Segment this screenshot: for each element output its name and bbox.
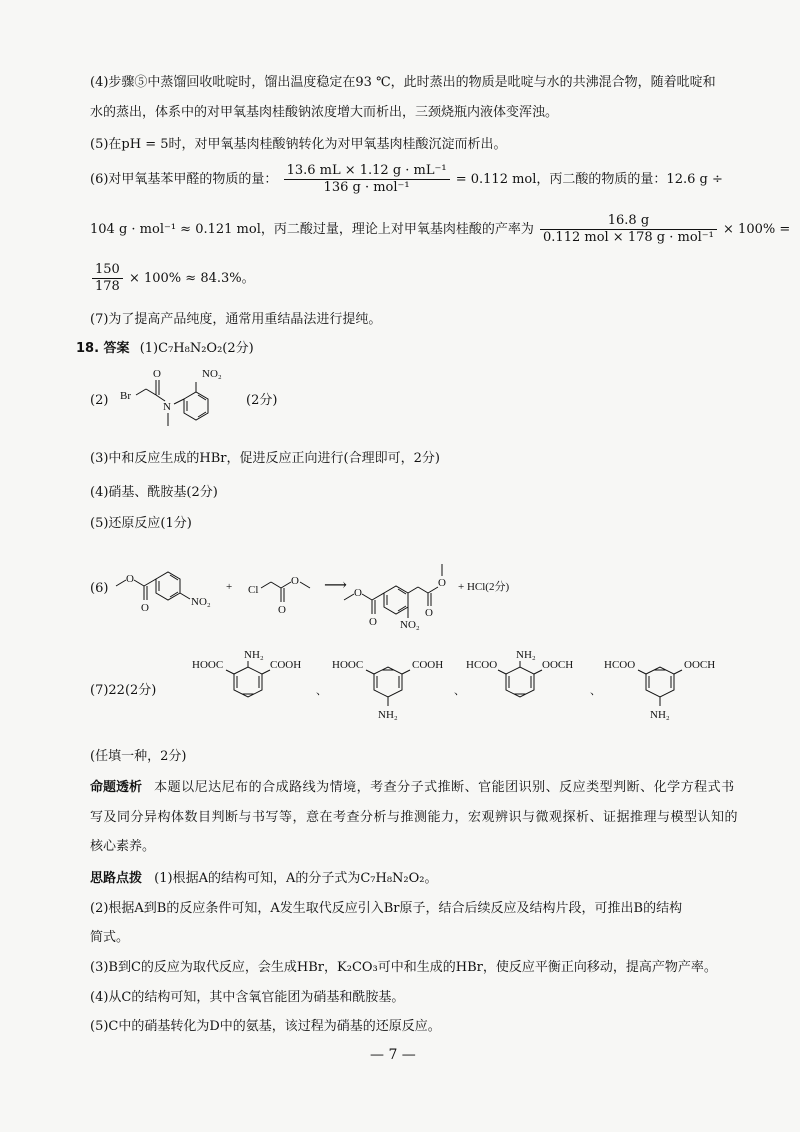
fraction-ratio bbox=[92, 262, 123, 295]
answer-6-line2 bbox=[90, 213, 790, 246]
group-hooc: HOOC bbox=[332, 659, 364, 671]
separator: 、 bbox=[316, 685, 327, 697]
separator: 、 bbox=[590, 685, 601, 697]
q18-2-label: (2) bbox=[90, 393, 109, 408]
answer-6-text-b: = 0.112 mol，丙二酸的物质的量：12.6 g ÷ bbox=[455, 172, 723, 187]
analysis-line1 bbox=[90, 779, 735, 797]
group-hcoo: HCOO bbox=[466, 659, 498, 671]
reaction-equation-diagram bbox=[112, 540, 532, 630]
group-no2: NO₂ bbox=[202, 368, 222, 380]
fraction-denominator: 178 bbox=[95, 279, 120, 294]
group-cooh: COOH bbox=[270, 659, 302, 671]
atom-o: O bbox=[438, 577, 446, 589]
group-nh2: NH₂ bbox=[244, 649, 264, 661]
analysis-text-1: 本题以尼达尼布的合成路线为情境，考查分子式推断、官能团识别、反应类型判断、化学方程式书 bbox=[154, 780, 735, 795]
q18-7-label: (7)22(2分) bbox=[90, 683, 157, 698]
analysis-line2: 写及同分异构体数目判断与书写等，意在考查分析与推测能力，宏观辨识与微观探析、证据推理与模型认知的 bbox=[90, 810, 739, 825]
idea-5: (5)C中的硝基转化为D中的氨基，该过程为硝基的还原反应。 bbox=[90, 1019, 441, 1034]
group-ooch: OOCH bbox=[684, 659, 716, 671]
answer-4-line2: 水的蒸出，体系中的对甲氧基肉桂酸钠浓度增大而析出，三颈烧瓶内液体变浑浊。 bbox=[90, 105, 559, 120]
group-hooc: HOOC bbox=[192, 659, 224, 671]
idea-2-line1: (2)根据A到B的反应条件可知，A发生取代反应引入Br原子，结合后续反应及结构片段，可推出B的结构 bbox=[90, 901, 683, 916]
group-no2: NO₂ bbox=[400, 619, 420, 630]
idea-title: 思路点拨 bbox=[90, 871, 143, 886]
group-hcoo: HCOO bbox=[604, 659, 636, 671]
answer-7: (7)为了提高产品纯度，通常用重结晶法进行提纯。 bbox=[90, 312, 382, 327]
isomers-diagram bbox=[190, 640, 730, 740]
atom-cl: Cl bbox=[248, 584, 259, 596]
answer-6-text-d: × 100% = bbox=[723, 222, 791, 237]
fraction-denominator: 136 g · mol⁻¹ bbox=[323, 180, 410, 195]
atom-n: N bbox=[163, 401, 171, 413]
answer-5: (5)在pH = 5时，对甲氧基肉桂酸钠转化为对甲氧基肉桂酸沉淀而析出。 bbox=[90, 137, 507, 152]
atom-o: O bbox=[153, 368, 161, 380]
answer-6-text-a: (6)对甲氧基苯甲醛的物质的量： bbox=[90, 172, 278, 187]
answer-6-text-e: × 100% ≈ 84.3%。 bbox=[128, 271, 255, 286]
fraction-numerator: 16.8 g bbox=[540, 213, 717, 230]
fraction-denominator: 0.112 mol × 178 g · mol⁻¹ bbox=[543, 230, 714, 245]
atom-o: O bbox=[278, 604, 286, 616]
q18-6-label: (6) bbox=[90, 581, 109, 596]
analysis-line3: 核心素养。 bbox=[90, 839, 156, 854]
fraction-mol-aldehyde bbox=[284, 163, 450, 196]
q18-7-note: (任填一种，2分) bbox=[90, 749, 187, 764]
fraction-numerator: 13.6 mL × 1.12 g · mL⁻¹ bbox=[284, 163, 450, 180]
fraction-yield bbox=[540, 213, 717, 246]
q18-label: 18. 答案 bbox=[76, 341, 130, 356]
q18-5: (5)还原反应(1分) bbox=[90, 516, 192, 531]
group-ooch: OOCH bbox=[542, 659, 574, 671]
idea-4: (4)从C的结构可知，其中含氧官能团为硝基和酰胺基。 bbox=[90, 990, 405, 1005]
atom-o: O bbox=[126, 573, 134, 585]
answer-4-line1: (4)步骤⑤中蒸馏回收吡啶时，馏出温度稳定在93 ℃，此时蒸出的物质是吡啶与水的共沸混合物，随着吡啶和 bbox=[90, 75, 716, 90]
atom-o: O bbox=[291, 575, 299, 587]
group-nh2: NH₂ bbox=[378, 709, 398, 721]
group-no2: NO₂ bbox=[191, 596, 211, 608]
idea-2-line2: 简式。 bbox=[90, 930, 130, 945]
answer-6-text-c: 104 g · mol⁻¹ ≈ 0.121 mol，丙二酸过量，理论上对甲氧基肉桂酸的产率为 bbox=[90, 222, 534, 237]
atom-o: O bbox=[354, 587, 362, 599]
idea-line1 bbox=[90, 870, 438, 888]
atom-o: O bbox=[141, 602, 149, 614]
analysis-title: 命题透析 bbox=[90, 780, 143, 795]
atom-o: O bbox=[369, 616, 377, 628]
q18-1: (1)C₇H₈N₂O₂(2分) bbox=[139, 341, 254, 356]
group-nh2: NH₂ bbox=[516, 649, 536, 661]
q18-3: (3)中和反应生成的HBr，促进反应正向进行(合理即可，2分) bbox=[90, 451, 440, 466]
plus-sign: + bbox=[226, 581, 233, 593]
q18-2-score: (2分) bbox=[246, 393, 278, 408]
separator: 、 bbox=[454, 685, 465, 697]
atom-br: Br bbox=[120, 390, 131, 402]
hcl-score: + HCl(2分) bbox=[458, 581, 510, 593]
q18-answer-line1 bbox=[76, 340, 254, 358]
reaction-arrow: ⟶ bbox=[324, 577, 347, 594]
q18-4: (4)硝基、酰胺基(2分) bbox=[90, 485, 218, 500]
fraction-numerator: 150 bbox=[92, 262, 123, 279]
structure-b-diagram bbox=[118, 362, 258, 440]
answer-6-line3 bbox=[90, 262, 255, 295]
answer-6-line1 bbox=[90, 163, 723, 196]
idea-3: (3)B到C的反应为取代反应，会生成HBr，K₂CO₃可中和生成的HBr，使反应平衡正向移动，提高产物产率。 bbox=[90, 960, 717, 975]
atom-o: O bbox=[425, 607, 433, 619]
group-nh2: NH₂ bbox=[650, 709, 670, 721]
page-number: — 7 — bbox=[370, 1047, 416, 1063]
idea-1: (1)根据A的结构可知，A的分子式为C₇H₈N₂O₂。 bbox=[154, 871, 438, 886]
group-cooh: COOH bbox=[412, 659, 444, 671]
